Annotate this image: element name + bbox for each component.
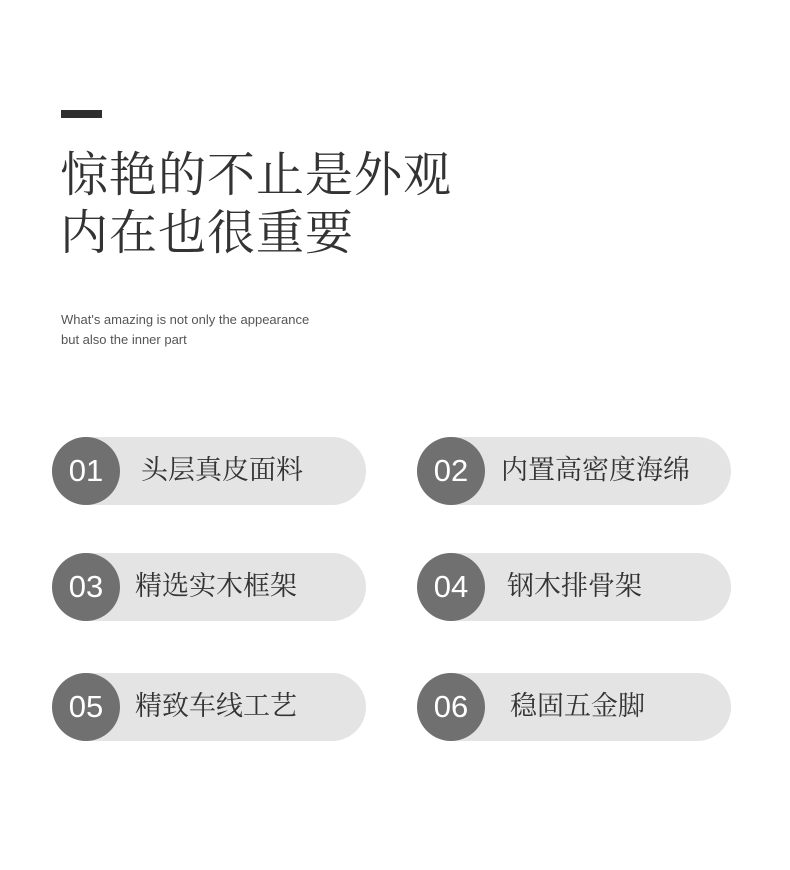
feature-item-04 — [417, 553, 731, 621]
feature-number: 02 — [417, 437, 485, 505]
accent-bar — [61, 110, 102, 118]
feature-item-03 — [52, 553, 366, 621]
feature-item-02 — [417, 437, 731, 505]
subtitle-line-2: but also the inner part — [61, 332, 187, 347]
headline — [60, 146, 452, 262]
feature-number: 03 — [52, 553, 120, 621]
feature-number: 05 — [52, 673, 120, 741]
feature-item-05 — [52, 673, 366, 741]
feature-label: 钢木排骨架 — [507, 571, 642, 602]
headline-line-1: 惊艳的不止是外观 — [60, 147, 453, 203]
feature-item-06 — [417, 673, 731, 741]
feature-item-01 — [52, 437, 366, 505]
headline-line-2: 内在也很重要 — [60, 205, 355, 261]
feature-number: 01 — [52, 437, 120, 505]
feature-number: 06 — [417, 673, 485, 741]
feature-number: 04 — [417, 553, 485, 621]
feature-label: 内置高密度海绵 — [501, 455, 690, 486]
subtitle-line-1: What's amazing is not only the appearance — [61, 312, 310, 327]
subtitle — [61, 310, 309, 350]
feature-label: 头层真皮面料 — [141, 455, 303, 486]
feature-label: 精致车线工艺 — [135, 691, 297, 722]
feature-label: 精选实木框架 — [135, 571, 297, 602]
feature-label: 稳固五金脚 — [510, 691, 645, 722]
